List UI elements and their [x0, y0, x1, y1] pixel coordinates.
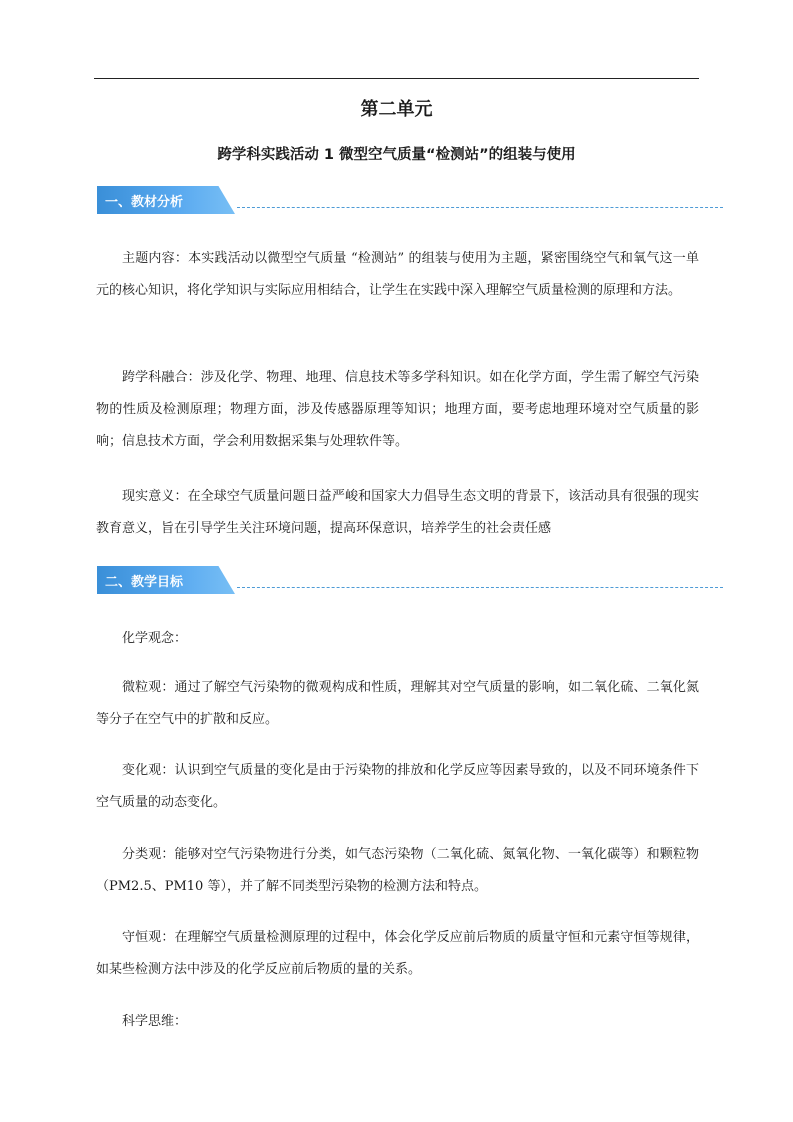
header-rule [94, 78, 699, 79]
section-banner-textbook-analysis [97, 186, 723, 216]
paragraph-interdisciplinary: 跨学科融合：涉及化学、物理、地理、信息技术等多学科知识。如在化学方面，学生需了解空气污染物的性质及检测原理；物理方面，涉及传感器原理等知识；地理方面，要考虑地理环境对空气质量的影响；信息技术方面，学会利用数据采集与处理软件等。 [96, 370, 699, 449]
section-label: 一、教材分析 [105, 195, 184, 210]
paragraph-theme: 主题内容：本实践活动以微型空气质量 “检测站” 的组装与使用为主题，紧密围绕空气和氧气这一单元的核心知识，将化学知识与实际应用相结合，让学生在实践中深入理解空气质量检测的原理和方法。 [96, 251, 699, 298]
activity-title: 跨学科实践活动 1 微型空气质量“检测站”的组装与使用 [217, 147, 576, 163]
paragraph-conserve-view: 守恒观：在理解空气质量检测原理的过程中，体会化学反应前后物质的质量守恒和元素守恒等规律，如某些检测方法中涉及的化学反应前后物质的量的关系。 [96, 930, 699, 977]
paragraph-significance: 现实意义：在全球空气质量问题日益严峻和国家大力倡导生态文明的背景下，该活动具有很强的现实教育意义，旨在引导学生关注环境问题，提高环保意识，培养学生的社会责任感 [96, 489, 699, 536]
unit-title: 第二单元 [360, 99, 433, 120]
dashed-divider [237, 587, 723, 588]
paragraph-chem-concept: 化学观念： [122, 631, 188, 646]
paragraph-micro-view: 微粒观：通过了解空气污染物的微观构成和性质，理解其对空气质量的影响，如二氧化硫、二氧化氮等分子在空气中的扩散和反应。 [96, 680, 699, 727]
section-banner-teaching-goals [97, 566, 723, 596]
section-label: 二、教学目标 [105, 575, 184, 590]
paragraph-classify-view: 分类观：能够对空气污染物进行分类，如气态污染物（二氧化硫、氮氧化物、一氧化碳等）和颗粒物（PM2.5、PM10 等），并了解不同类型污染物的检测方法和特点。 [96, 847, 699, 894]
dashed-divider [237, 207, 723, 208]
paragraph-change-view: 变化观：认识到空气质量的变化是由于污染物的排放和化学反应等因素导致的，以及不同环境条件下空气质量的动态变化。 [96, 763, 699, 810]
paragraph-sci-thinking: 科学思维： [122, 1014, 188, 1029]
